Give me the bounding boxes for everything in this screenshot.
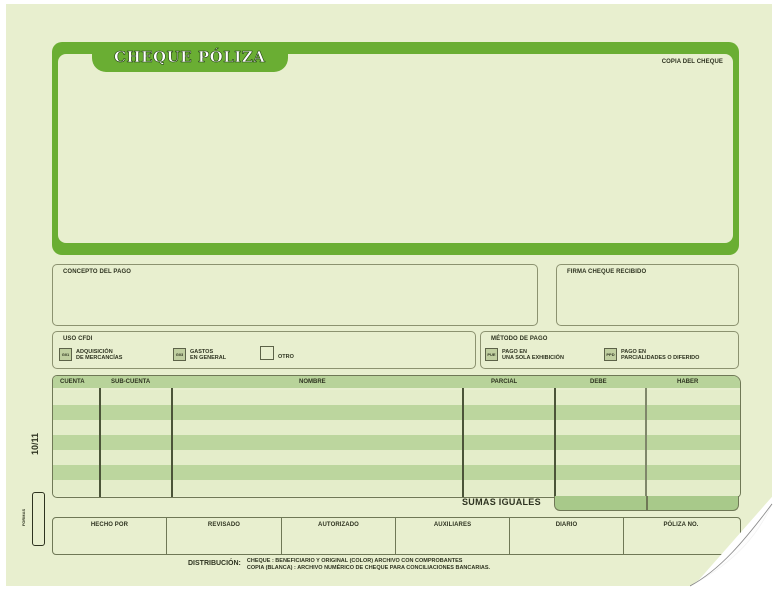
table-row[interactable] (53, 465, 740, 480)
signature-label: HECHO POR (90, 522, 129, 528)
metodo-option-ppd[interactable] (604, 348, 699, 361)
option-text: PAGO EN (502, 348, 527, 355)
signature-label: PÓLIZA NO. (663, 522, 699, 528)
form-code: 10/11 (30, 432, 40, 455)
signature-label: REVISADO (207, 522, 241, 528)
column-header-cuenta: CUENTA (60, 379, 85, 385)
option-text: ADQUISICIÓN (76, 348, 113, 355)
table-header (53, 376, 740, 388)
signature-diario[interactable] (510, 518, 624, 554)
concepto-field[interactable] (52, 264, 538, 326)
signature-auxiliares[interactable] (396, 518, 510, 554)
column-header-haber: HABER (677, 379, 699, 385)
checkbox-g03[interactable]: G03 (173, 348, 186, 361)
uso-cfdi-option-g03[interactable] (173, 348, 226, 361)
firma-field[interactable] (556, 264, 739, 326)
column-divider (462, 388, 464, 497)
option-text: DE MERCANCÍAS (76, 354, 123, 361)
column-header-subcuenta: SUB-CUENTA (111, 379, 151, 385)
column-divider (171, 388, 173, 497)
checkbox-pue[interactable]: PUE (485, 348, 498, 361)
distribution-line-2: COPIA (BLANCA) : ARCHIVO NUMÉRICO DE CHEQUE PARA CONCILIACIONES BANCARIAS. (246, 565, 491, 571)
page-curl-icon (690, 490, 778, 590)
distribution-note (188, 558, 490, 572)
option-text: OTRO (278, 354, 294, 360)
signature-row (52, 517, 741, 555)
cheque-copy-label: COPIA DEL CHEQUE (661, 59, 723, 65)
column-header-parcial: PARCIAL (491, 379, 518, 385)
option-text: PAGO EN (621, 348, 646, 355)
brand-logo-icon (21, 492, 45, 546)
signature-autorizado[interactable] (282, 518, 396, 554)
cheque-inner-area[interactable] (58, 54, 733, 243)
checkbox-otro[interactable] (260, 346, 274, 360)
column-header-nombre: NOMBRE (299, 379, 326, 385)
table-row[interactable] (53, 390, 740, 405)
option-text: EN GENERAL (190, 354, 227, 361)
accounts-table (52, 375, 741, 498)
metodo-pago-label: MÉTODO DE PAGO (491, 336, 548, 342)
column-divider (99, 388, 101, 497)
signature-revisado[interactable] (167, 518, 282, 554)
uso-cfdi-option-g01[interactable] (59, 348, 122, 361)
distribution-line-1: CHEQUE : BENEFICIARIO Y ORIGINAL (COLOR) ARCHIVO CON COMPROBANTES (246, 558, 463, 564)
form-title: CHEQUE PÓLIZA (114, 48, 266, 66)
signature-label: DIARIO (555, 522, 578, 528)
distribution-heading: DISTRIBUCIÓN: (188, 560, 241, 567)
column-header-debe: DEBE (590, 379, 607, 385)
column-divider (554, 388, 556, 497)
table-row[interactable] (53, 405, 740, 420)
option-text: GASTOS (190, 348, 214, 355)
uso-cfdi-option-otro[interactable] (260, 346, 294, 360)
option-text: UNA SOLA EXHIBICIÓN (502, 354, 564, 361)
metodo-option-pue[interactable] (485, 348, 564, 361)
metodo-pago-section (480, 331, 739, 369)
concepto-label: CONCEPTO DEL PAGO (63, 269, 132, 275)
checkbox-g01[interactable]: G01 (59, 348, 72, 361)
signature-label: AUTORIZADO (318, 522, 359, 528)
firma-label: FIRMA CHEQUE RECIBIDO (567, 269, 647, 275)
table-row[interactable] (53, 420, 740, 435)
table-row[interactable] (53, 435, 740, 450)
sumas-iguales-label: SUMAS IGUALES (462, 497, 541, 507)
signature-hecho-por[interactable] (53, 518, 167, 554)
column-divider (646, 496, 648, 510)
signature-label: AUXILIARES (433, 522, 472, 528)
brand-name: FORMAS (21, 508, 27, 527)
checkbox-ppd[interactable]: PPD (604, 348, 617, 361)
column-divider (645, 388, 647, 497)
uso-cfdi-label: USO CFDI (63, 336, 93, 342)
option-text: PARCIALIDADES O DIFERIDO (621, 354, 700, 361)
table-row[interactable] (53, 480, 740, 496)
uso-cfdi-section (52, 331, 476, 369)
cheque-area (52, 42, 739, 255)
table-row[interactable] (53, 450, 740, 465)
